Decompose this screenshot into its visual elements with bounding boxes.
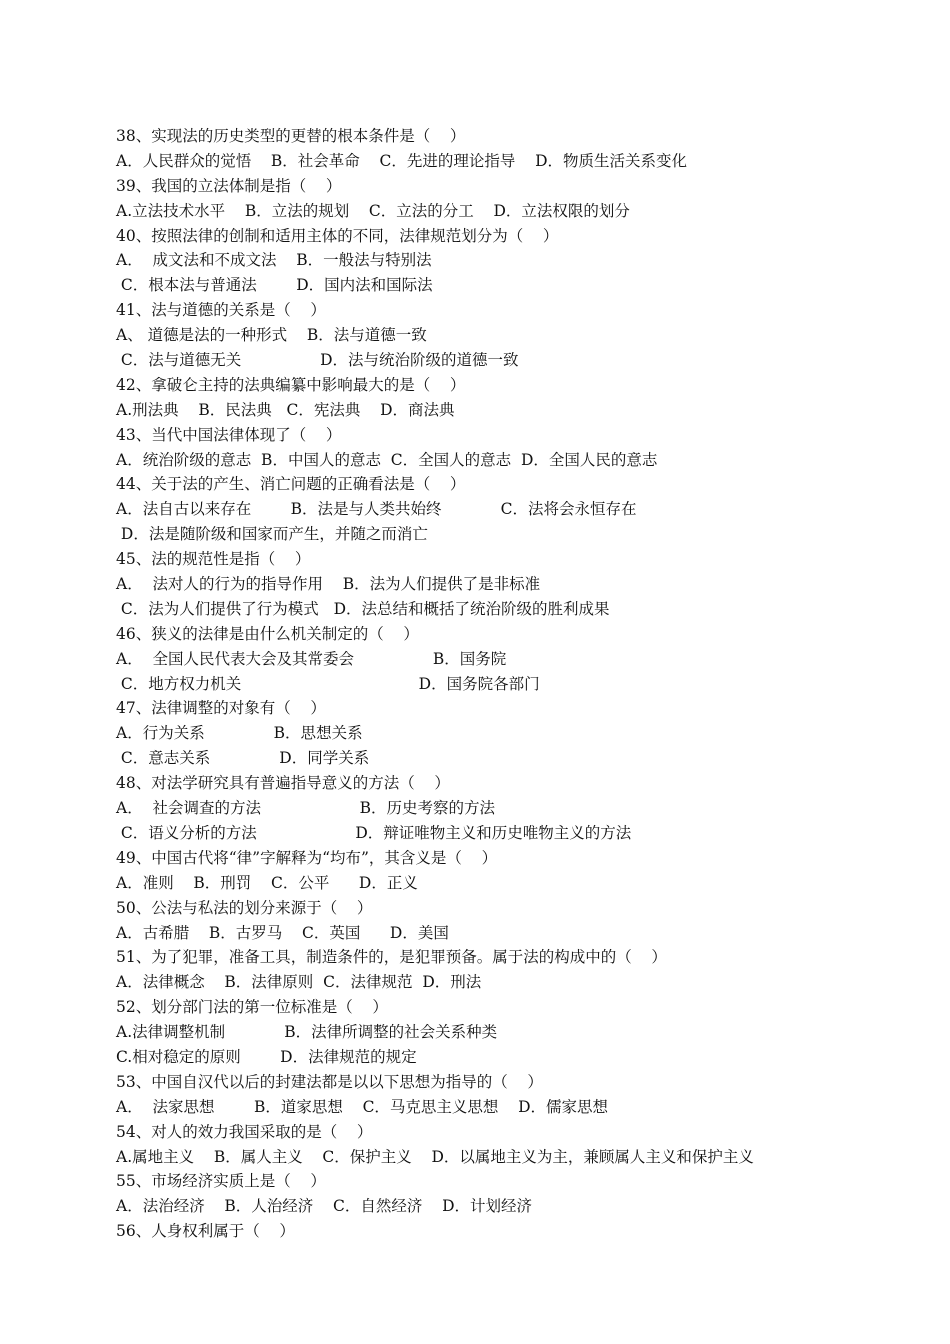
question-49-options: A．准则 B．刑罚 C．公平 D．正义 (116, 873, 418, 892)
question-47-options-ab: A．行为关系 B．思想关系 (116, 724, 363, 743)
question-52-options-cd: C.相对稳定的原则 D．法律规范的规定 (116, 1047, 417, 1066)
question-46-options-cd: C．地方权力机关 D．国务院各部门 (116, 674, 540, 693)
question-44-options-abc: A．法自古以来存在 B．法是与人类共始终 C．法将会永恒存在 (116, 500, 637, 519)
question-53: 53、中国自汉代以后的封建法都是以以下思想为指导的（ ） (116, 1072, 543, 1091)
question-47: 47、法律调整的对象有（ ） (116, 699, 326, 718)
question-41: 41、法与道德的关系是（ ） (116, 301, 326, 320)
question-41-options-cd: C．法与道德无关 D．法与统治阶级的道德一致 (116, 351, 519, 370)
question-42: 42、拿破仑主持的法典编纂中影响最大的是（ ） (116, 375, 466, 394)
question-42-options: A.刑法典 B．民法典 C．宪法典 D．商法典 (116, 400, 455, 419)
question-51-options: A．法律概念 B．法律原则 C．法律规范 D．刑法 (116, 973, 482, 992)
question-38-options: A．人民群众的觉悟 B．社会革命 C．先进的理论指导 D．物质生活关系变化 (116, 151, 687, 170)
question-46-options-ab: A． 全国人民代表大会及其常委会 B．国务院 (116, 649, 507, 668)
question-51: 51、为了犯罪，准备工具，制造条件的，是犯罪预备。属于法的构成中的（ ） (116, 948, 667, 967)
question-39-options: A.立法技术水平 B．立法的规划 C．立法的分工 D．立法权限的划分 (116, 201, 630, 220)
question-50-options: A．古希腊 B．古罗马 C．英国 D．美国 (116, 923, 449, 942)
question-48-options-cd: C．语义分析的方法 D．辩证唯物主义和历史唯物主义的方法 (116, 823, 632, 842)
question-52: 52、划分部门法的第一位标准是（ ） (116, 998, 388, 1017)
question-40: 40、按照法律的创制和适用主体的不同，法律规范划分为（ ） (116, 226, 559, 245)
question-45-options-ab: A． 法对人的行为的指导作用 B．法为人们提供了是非标准 (116, 575, 541, 594)
question-48: 48、对法学研究具有普遍指导意义的方法（ ） (116, 774, 450, 793)
question-54-options: A.属地主义 B．属人主义 C．保护主义 D．以属地主义为主，兼顾属人主义和保护主义 (116, 1147, 754, 1166)
question-39: 39、我国的立法体制是指（ ） (116, 176, 342, 195)
question-48-options-ab: A． 社会调查的方法 B．历史考察的方法 (116, 799, 495, 818)
question-55-options: A．法治经济 B．人治经济 C．自然经济 D．计划经济 (116, 1197, 532, 1216)
question-55: 55、市场经济实质上是（ ） (116, 1172, 326, 1191)
question-44: 44、关于法的产生、消亡问题的正确看法是（ ） (116, 475, 466, 494)
question-53-options: A． 法家思想 B．道家思想 C．马克思主义思想 D．儒家思想 (116, 1097, 609, 1116)
question-list (116, 124, 916, 1244)
question-45-options-cd: C．法为人们提供了行为模式 D．法总结和概括了统治阶级的胜利成果 (116, 599, 610, 618)
question-46: 46、狭义的法律是由什么机关制定的（ ） (116, 624, 419, 643)
question-38: 38、实现法的历史类型的更替的根本条件是（ ） (116, 127, 466, 145)
question-43-options: A．统治阶级的意志 B．中国人的意志 C．全国人的意志 D．全国人民的意志 (116, 450, 658, 469)
question-44-options-d: D．法是随阶级和国家而产生，并随之而消亡 (116, 525, 428, 544)
question-54: 54、对人的效力我国采取的是（ ） (116, 1122, 373, 1141)
question-50: 50、公法与私法的划分来源于（ ） (116, 898, 373, 917)
question-40-options-ab: A． 成文法和不成文法 B．一般法与特别法 (116, 251, 432, 270)
question-40-options-cd: C．根本法与普通法 D．国内法和国际法 (116, 276, 433, 295)
question-45: 45、法的规范性是指（ ） (116, 550, 311, 569)
question-56: 56、人身权利属于（ ） (116, 1222, 295, 1241)
question-47-options-cd: C．意志关系 D．同学关系 (116, 749, 370, 768)
question-41-options-ab: A、 道德是法的一种形式 B．法与道德一致 (116, 326, 427, 345)
question-52-options-ab: A.法律调整机制 B．法律所调整的社会关系种类 (116, 1023, 498, 1042)
question-49: 49、中国古代将“律”字解释为“均布”，其含义是（ ） (116, 848, 498, 867)
question-43: 43、当代中国法律体现了（ ） (116, 425, 342, 444)
